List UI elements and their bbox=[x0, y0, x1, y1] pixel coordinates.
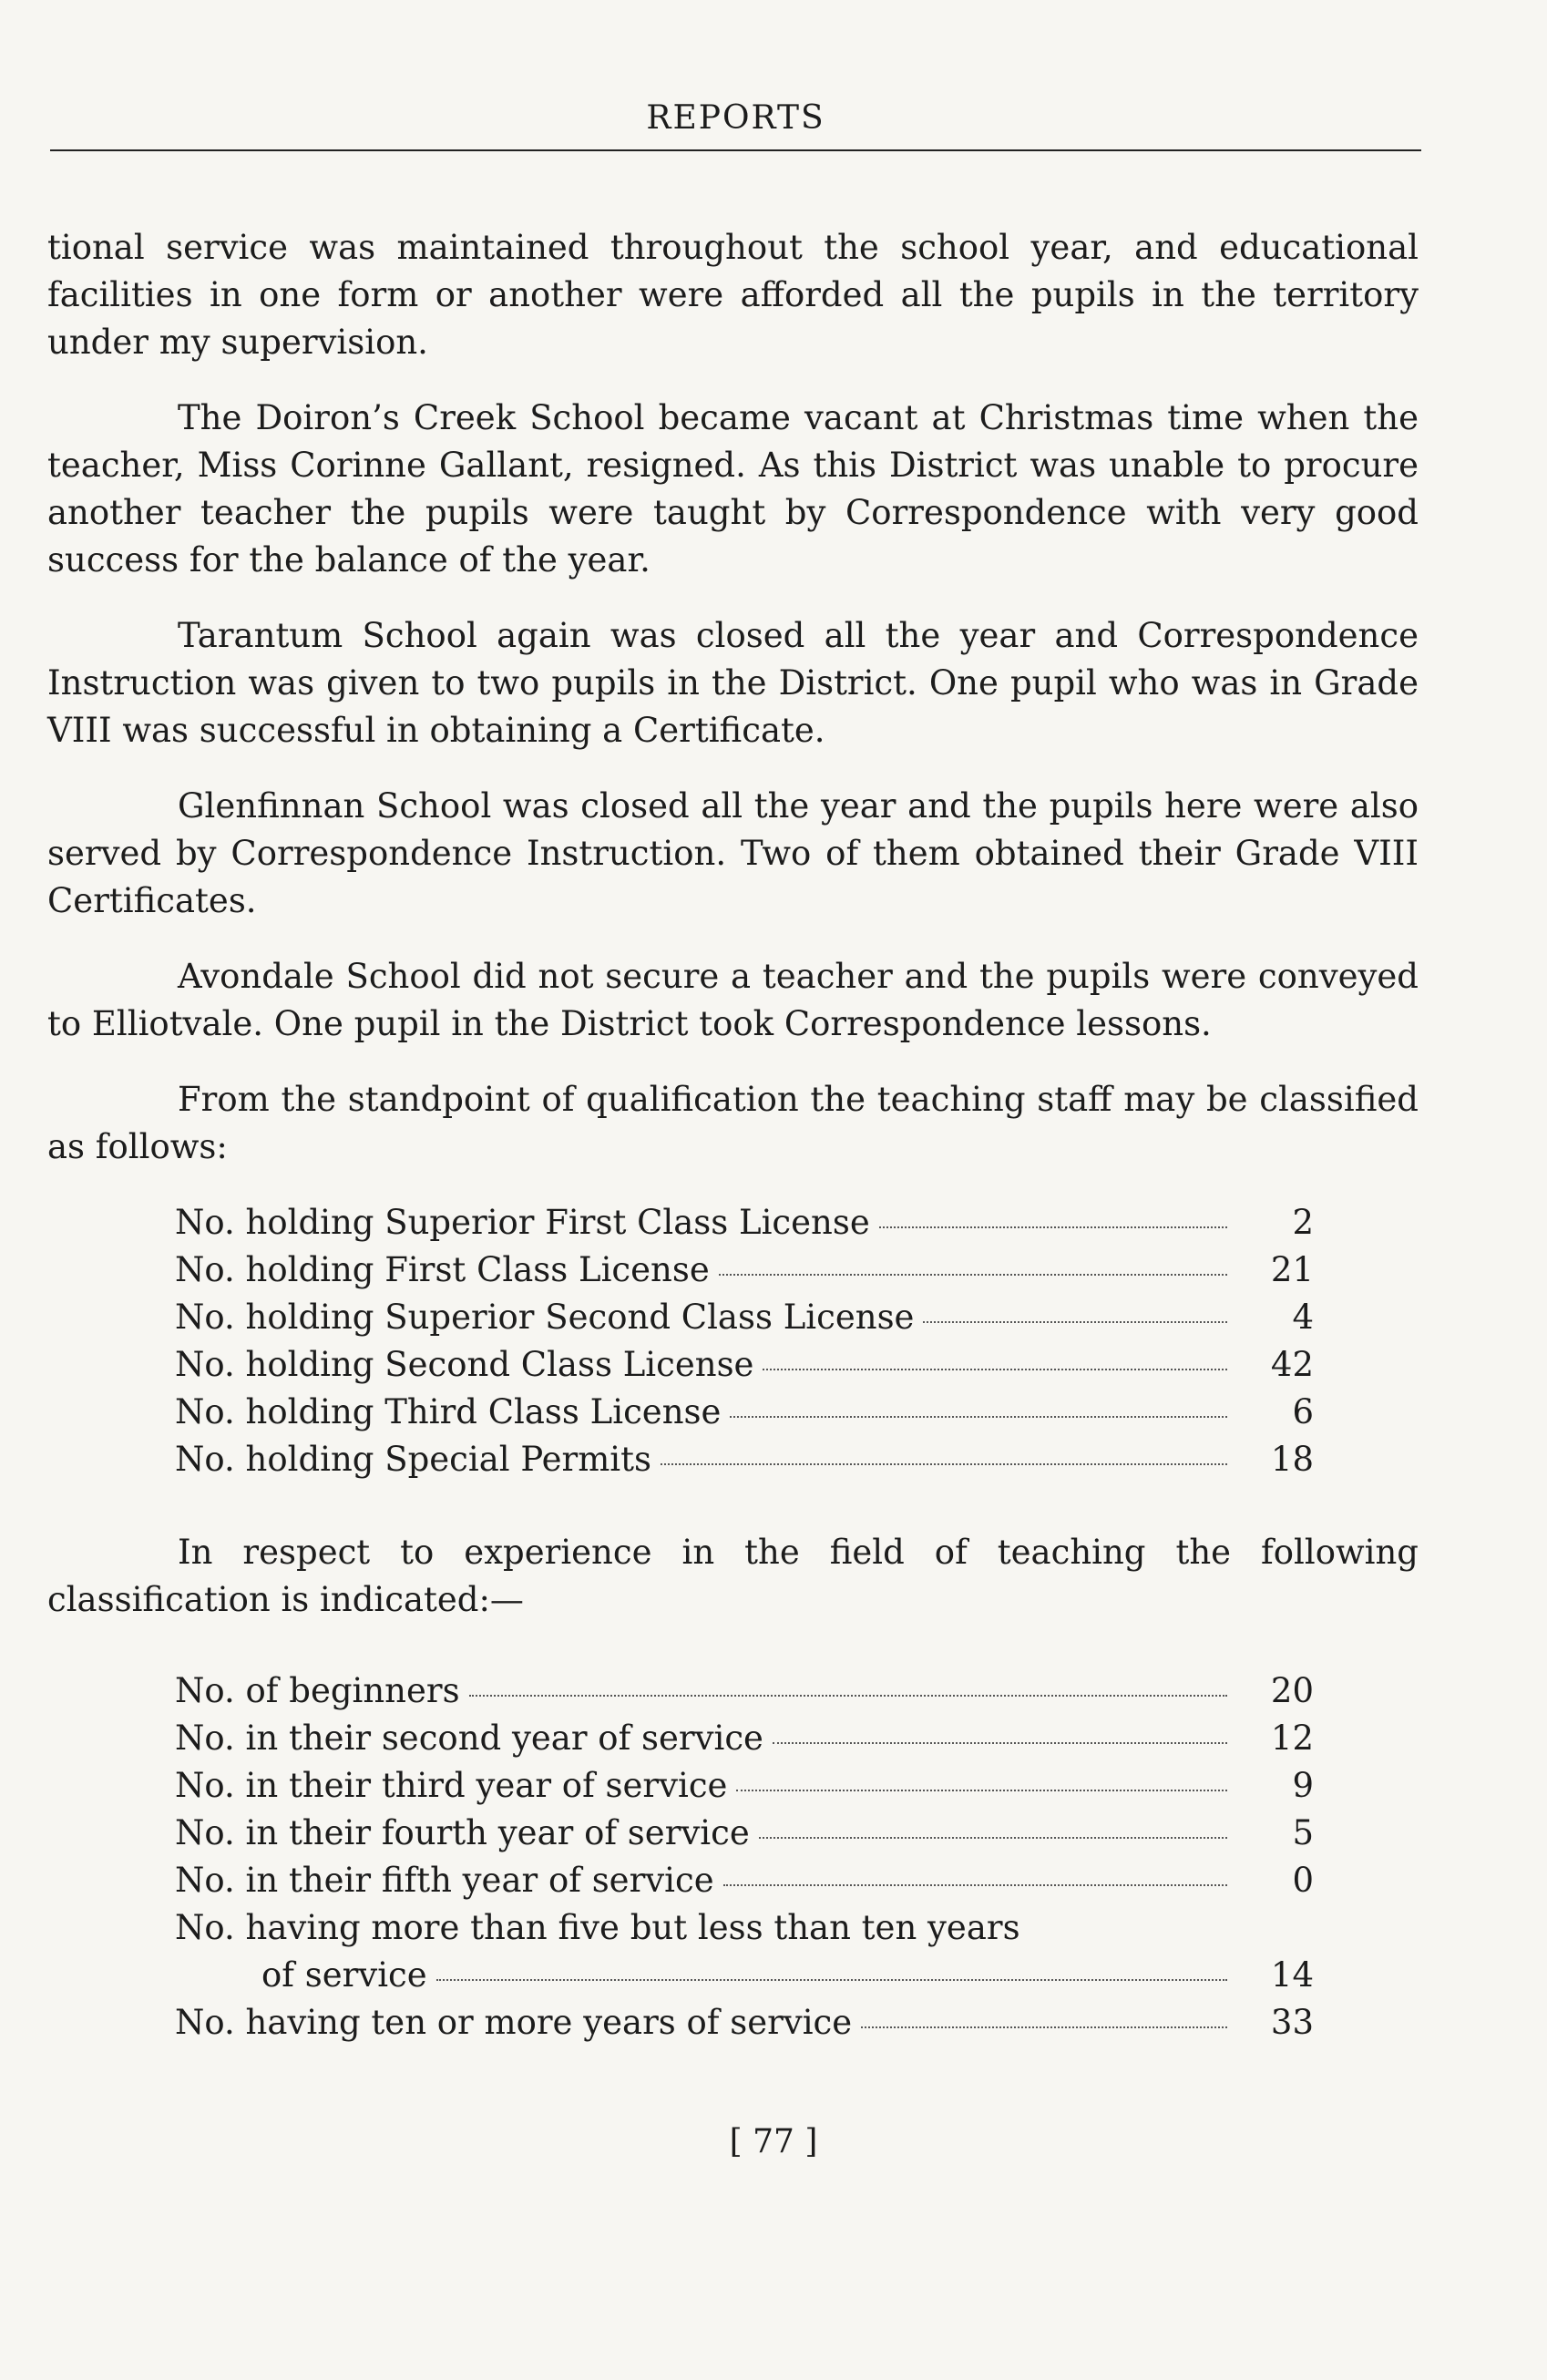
list-item-value: 12 bbox=[1270, 1718, 1314, 1758]
list-item-value: 18 bbox=[1270, 1440, 1314, 1479]
list-item-value: 6 bbox=[1292, 1392, 1314, 1431]
list-item bbox=[47, 1904, 1419, 1999]
paragraph-avondale: Avondale School did not secure a teacher and the pupils were conveyed to Elliotvale. One pupil in the District took Correspondence lessons. bbox=[47, 957, 1419, 1043]
list-item-label: No. having more than five but less than ten years bbox=[175, 1908, 1020, 1947]
list-item-label: No. holding Third Class License bbox=[175, 1392, 722, 1431]
list-item-value: 2 bbox=[1292, 1203, 1314, 1242]
list-item-value: 14 bbox=[1270, 1955, 1314, 1995]
list-item-label-cont: of service bbox=[261, 1955, 427, 1995]
list-item-label: No. in their fifth year of service bbox=[175, 1861, 714, 1900]
list-item-value: 9 bbox=[1292, 1766, 1314, 1805]
list-item bbox=[47, 1341, 1419, 1389]
body-text bbox=[47, 224, 1419, 2092]
list-item-label: No. in their third year of service bbox=[175, 1766, 728, 1805]
list-item-label: No. holding First Class License bbox=[175, 1250, 710, 1289]
dot-leader bbox=[879, 1226, 1227, 1228]
paragraph-qualification-intro: From the standpoint of qualification the teaching staff may be classified as follows: bbox=[47, 1080, 1419, 1166]
paragraph-experience-intro: In respect to experience in the field of teaching the following classification is indicated:— bbox=[47, 1533, 1419, 1619]
list-item-label: No. holding Second Class License bbox=[175, 1345, 754, 1384]
list-item-value: 21 bbox=[1270, 1250, 1314, 1289]
list-item-label: No. holding Superior Second Class License bbox=[175, 1298, 915, 1337]
list-item bbox=[47, 1999, 1419, 2047]
page-number: [ 77 ] bbox=[729, 2123, 818, 2160]
list-item-value: 42 bbox=[1270, 1345, 1314, 1384]
list-item bbox=[47, 1762, 1419, 1810]
list-item bbox=[47, 1199, 1419, 1246]
list-item-value: 4 bbox=[1292, 1298, 1314, 1337]
dot-leader bbox=[759, 1837, 1227, 1839]
paragraph-tarantum: Tarantum School again was closed all the year and Correspondence Instruction was given to two pupils in the District. One pupil who was in Grade VIII was successful in obtaining a Certificate. bbox=[47, 616, 1419, 750]
list-item bbox=[47, 1436, 1419, 1483]
list-item-value: 0 bbox=[1292, 1861, 1314, 1900]
list-item bbox=[47, 1389, 1419, 1436]
paragraph-glenfinnan: Glenfinnan School was closed all the year and the pupils here were also served by Correspondence Instruction. Two of them obtained their Grade VIII Certificates. bbox=[47, 786, 1419, 920]
dot-leader bbox=[736, 1790, 1227, 1791]
dot-leader bbox=[436, 1979, 1227, 1981]
dot-leader bbox=[861, 2026, 1227, 2028]
list-item-continuation bbox=[175, 1952, 1419, 1999]
running-head: REPORTS bbox=[646, 99, 825, 137]
list-item bbox=[47, 1246, 1419, 1294]
dot-leader bbox=[773, 1742, 1227, 1744]
list-item bbox=[47, 1857, 1419, 1904]
paragraph-continuation: tional service was maintained throughout the school year, and educational facilities in one form or another were afforded all the pupils in the territory under my supervision. bbox=[47, 228, 1419, 362]
dot-leader bbox=[723, 1884, 1227, 1886]
list-item bbox=[47, 1715, 1419, 1762]
list-item-label: No. having ten or more years of service bbox=[175, 2003, 853, 2042]
list-item bbox=[47, 1810, 1419, 1857]
list-item bbox=[47, 1667, 1419, 1715]
list-item-label: No. in their fourth year of service bbox=[175, 1813, 750, 1852]
list-item-value: 5 bbox=[1292, 1813, 1314, 1852]
qualification-list bbox=[47, 1199, 1419, 1483]
list-item-label: No. in their second year of service bbox=[175, 1718, 763, 1758]
experience-list bbox=[47, 1667, 1419, 2047]
dot-leader bbox=[763, 1369, 1227, 1370]
list-item bbox=[47, 1294, 1419, 1341]
dot-leader bbox=[469, 1695, 1227, 1697]
list-item-label: No. of beginners bbox=[175, 1671, 460, 1710]
list-item-value: 33 bbox=[1270, 2003, 1314, 2042]
dot-leader bbox=[719, 1274, 1227, 1276]
dot-leader bbox=[661, 1463, 1227, 1465]
paragraph-doirons-creek: The Doiron’s Creek School became vacant at Christmas time when the teacher, Miss Corinne Gallant, resigned. As this District was unable to procure another teacher the pupils were taught by Correspondence with very good success for the balance of the year. bbox=[47, 398, 1419, 580]
list-item-value: 20 bbox=[1270, 1671, 1314, 1710]
dot-leader bbox=[730, 1416, 1227, 1418]
dot-leader bbox=[923, 1321, 1227, 1323]
list-item-label: No. holding Superior First Class License bbox=[175, 1203, 870, 1242]
header-rule bbox=[50, 149, 1421, 151]
list-item-label: No. holding Special Permits bbox=[175, 1440, 651, 1479]
